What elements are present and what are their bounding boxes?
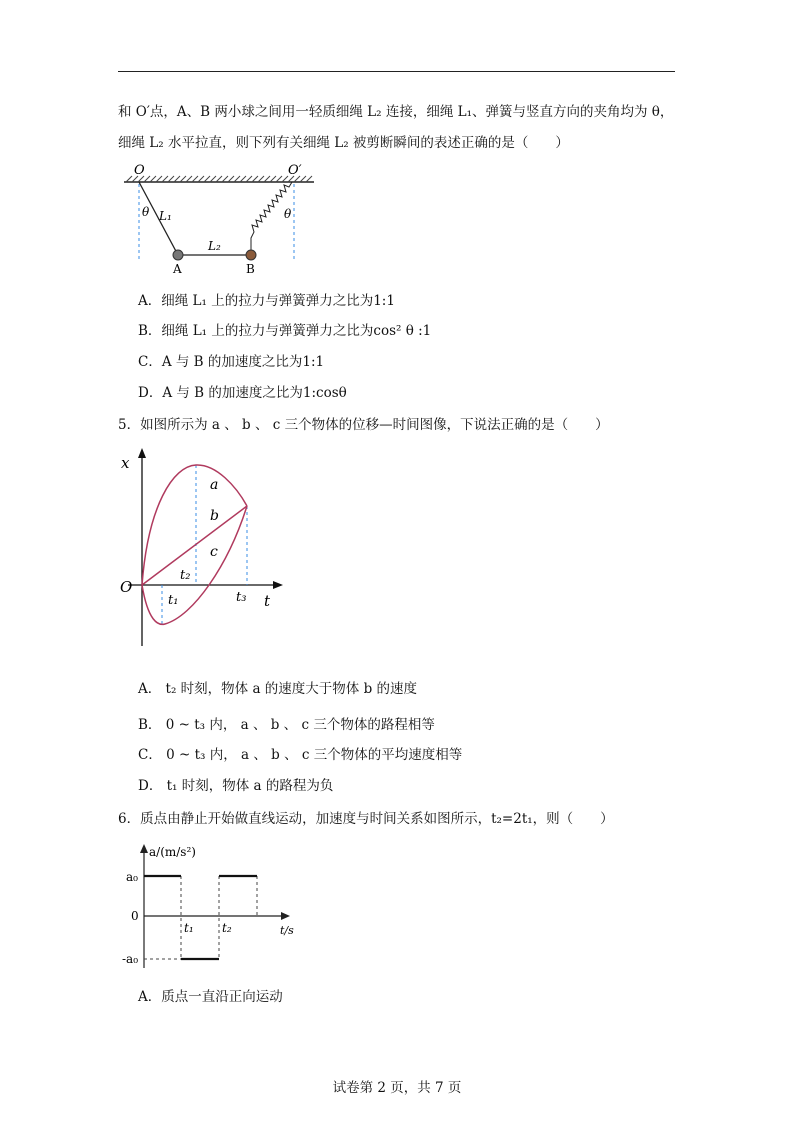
label-O: O [134,163,145,178]
q6-stem: 6．质点由静止开始做直线运动，加速度与时间关系如图所示，t₂=2t₁，则（ ） [118,811,614,827]
t2-label: t₂ [180,568,191,583]
origin-label: O [120,578,133,596]
t1-label: t₁ [168,593,179,608]
label-theta-right: θ [284,207,292,221]
q4-option-d: D．A 与 B 的加速度之比为1:cosθ [138,385,347,401]
q6-figure-at-graph [118,840,303,975]
q4-stem-line-1: 和 O′点，A、B 两小球之间用一轻质细绳 L₂ 连接，细绳 L₁、弹簧与竖直方向的夹角均为 θ， [118,104,674,120]
q6-t2: t₂ [222,921,232,935]
q6-ylabel: a/(m/s²) [149,845,196,859]
axis-t-label: t [264,592,271,610]
page-footer: 试卷第 2 页，共 7 页 [332,1080,462,1096]
q4-figure-ceiling-spring [118,160,328,282]
label-theta-left: θ [142,205,150,219]
q6-option-a: A．质点一直沿正向运动 [138,989,283,1005]
q5-option-d: D． t₁ 时刻，物体 a 的路程为负 [138,778,334,794]
header-rule [118,71,675,72]
q5-option-a: A． t₂ 时刻，物体 a 的速度大于物体 b 的速度 [138,681,418,697]
curve-a [142,465,247,585]
q5-option-b: B． 0 ~ t₃ 内， a 、 b 、 c 三个物体的路程相等 [138,717,435,733]
q6-t1: t₁ [184,921,194,935]
q4-stem-line-2: 细绳 L₂ 水平拉直，则下列有关细绳 L₂ 被剪断瞬间的表述正确的是（ ） [118,135,569,151]
q5-figure-xt-graph [118,446,288,656]
tick-zero: 0 [131,909,139,923]
curve-c [142,506,247,624]
curve-b-label: b [210,508,219,524]
curve-c-label: c [210,544,218,560]
q6-xlabel: t/s [280,924,294,937]
label-L2: L₂ [208,239,221,253]
q5-option-c: C． 0 ~ t₃ 内， a 、 b 、 c 三个物体的平均速度相等 [138,747,463,763]
tick-neg-a0: -a₀ [122,952,139,966]
q4-option-b: B．细绳 L₁ 上的拉力与弹簧弹力之比为cos² θ :1 [138,323,432,339]
curve-a-label: a [210,477,219,493]
label-A: A [173,262,182,276]
tick-a0: a₀ [126,870,138,884]
q4-option-a: A．细绳 L₁ 上的拉力与弹簧弹力之比为1:1 [138,293,395,309]
axis-x-label: x [121,454,130,472]
label-L1: L₁ [159,209,172,223]
label-B: B [246,262,255,276]
q5-stem: 5．如图所示为 a 、 b 、 c 三个物体的位移—时间图像，下说法正确的是（ ） [118,417,609,433]
t3-label: t₃ [236,590,247,605]
q4-option-c: C．A 与 B 的加速度之比为1:1 [138,354,325,370]
label-O-prime: O′ [288,163,302,178]
